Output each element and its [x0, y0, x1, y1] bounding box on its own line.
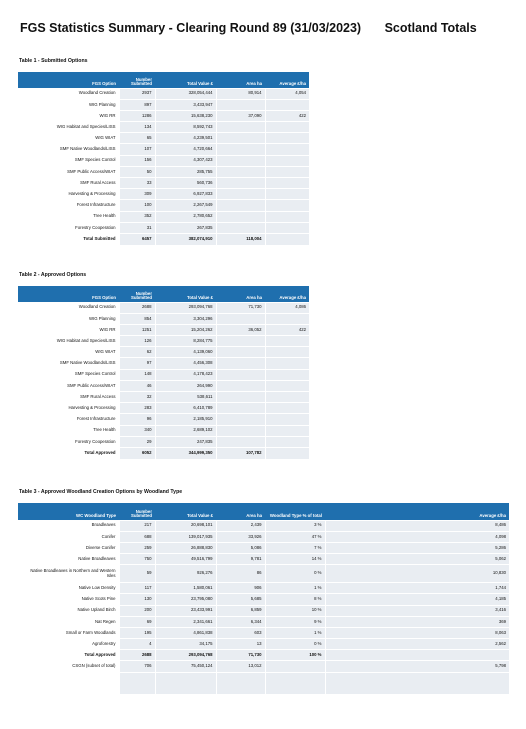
table-cell: 134: [119, 122, 155, 133]
row-label: Nat Regen: [18, 616, 119, 627]
table-cell: 4,307,423: [155, 155, 216, 166]
table-cell: 7 %: [265, 542, 325, 553]
table-cell: 23,795,080: [155, 594, 216, 605]
column-header: Area ha: [216, 503, 265, 520]
table-cell: 293,094,768: [155, 302, 216, 313]
row-label: Forestry Cooperation: [18, 222, 119, 233]
table-cell: 5,062: [325, 554, 509, 565]
table-cell: 4,139,060: [155, 347, 216, 358]
table-cell: 130: [119, 594, 155, 605]
table-cell: [265, 178, 309, 189]
table-cell: 10 %: [265, 605, 325, 616]
report-title: FGS Statistics Summary - Clearing Round 89 (31/03/2023): [20, 21, 362, 35]
table-cell: 80,914: [216, 88, 265, 99]
table-cell: 750: [119, 554, 155, 565]
blank-cell: [325, 672, 509, 694]
row-label: SMF Public Access/WIAT: [18, 166, 119, 177]
table-row: [18, 211, 309, 222]
table-cell: 4,054: [265, 88, 309, 99]
table-cell: 2,562: [325, 639, 509, 650]
table-cell: 854: [119, 313, 155, 324]
row-label: Native Broadleaves in Northern and Western Isles: [18, 565, 119, 583]
table-cell: 49,516,799: [155, 554, 216, 565]
table-cell: 148: [119, 369, 155, 380]
table-cell: [216, 347, 265, 358]
table-cell: [265, 447, 309, 458]
row-label: Forest Infrastructure: [18, 200, 119, 211]
table-cell: [265, 392, 309, 403]
row-label: SMF Rural Access: [18, 392, 119, 403]
table-row: [18, 200, 309, 211]
table-row: [18, 531, 509, 542]
table-cell: 0 %: [265, 639, 325, 650]
blank-cell: [265, 672, 325, 694]
table-cell: 4,239,501: [155, 133, 216, 144]
row-label: Harvesting & Processing: [18, 403, 119, 414]
table-cell: [265, 166, 309, 177]
column-header: Average £/ha: [265, 72, 309, 88]
row-label: WIG Planning: [18, 99, 119, 110]
table-cell: 36,052: [216, 324, 265, 335]
table-row: [18, 336, 309, 347]
table-row: [18, 144, 309, 155]
table-cell: 4,086: [265, 302, 309, 313]
table-cell: 200: [119, 605, 155, 616]
column-header: Average £/ha: [325, 503, 509, 520]
table-row: [18, 99, 309, 110]
table-cell: 156: [119, 155, 155, 166]
table-cell: [216, 414, 265, 425]
row-label: Tree Health: [18, 425, 119, 436]
table-row: [18, 324, 309, 335]
table-cell: 96: [119, 414, 155, 425]
column-header: Total Value £: [155, 286, 216, 302]
table-cell: 3 %: [265, 520, 325, 531]
table-cell: 1,580,061: [155, 583, 216, 594]
table-cell: 6052: [119, 447, 155, 458]
table-cell: 5,086: [216, 542, 265, 553]
table-cell: [265, 189, 309, 200]
table-cell: 71,730: [216, 650, 265, 661]
table-cell: 50: [119, 166, 155, 177]
table-row: [18, 313, 309, 324]
table-cell: [265, 144, 309, 155]
table-cell: 75,450,124: [155, 661, 216, 672]
row-label: Harvesting & Processing: [18, 189, 119, 200]
table-cell: 59: [119, 565, 155, 583]
table-row: [18, 594, 509, 605]
table-cell: 9,781: [216, 554, 265, 565]
woodland-type-table: [18, 503, 509, 694]
row-label: Native Scots Pine: [18, 594, 119, 605]
table-row: [18, 414, 309, 425]
table-cell: 3,416: [325, 605, 509, 616]
table-cell: 8 %: [265, 594, 325, 605]
table-cell: 217: [119, 520, 155, 531]
table-cell: 3,433,947: [155, 99, 216, 110]
blank-row: [18, 672, 509, 694]
table-row: [18, 583, 509, 594]
table-cell: [265, 661, 325, 672]
row-label: Agroforestry: [18, 639, 119, 650]
table-cell: 1286: [119, 110, 155, 121]
table-cell: [216, 336, 265, 347]
table-cell: 4,185: [325, 594, 509, 605]
table-cell: 4,098: [325, 531, 509, 542]
table-cell: [265, 133, 309, 144]
table-cell: 603: [216, 627, 265, 638]
table-cell: [216, 436, 265, 447]
table-cell: [265, 122, 309, 133]
table-cell: 897: [119, 99, 155, 110]
table-cell: 47 %: [265, 531, 325, 542]
table-cell: [216, 122, 265, 133]
table-cell: 369: [325, 616, 509, 627]
table-cell: 4,861,838: [155, 627, 216, 638]
row-label: WIG Planning: [18, 313, 119, 324]
row-label: SMF Rural Access: [18, 178, 119, 189]
table-row: [18, 392, 309, 403]
table-cell: [216, 369, 265, 380]
table-cell: [216, 133, 265, 144]
table-cell: 9 %: [265, 616, 325, 627]
table-row: [18, 222, 309, 233]
table-row: [18, 88, 309, 99]
table-cell: 2688: [119, 302, 155, 313]
row-label: Native Low Density: [18, 583, 119, 594]
table-row: [18, 358, 309, 369]
table-cell: 69: [119, 616, 155, 627]
table-row: [18, 380, 309, 391]
row-label: WIG RR: [18, 324, 119, 335]
table-cell: 926,276: [155, 565, 216, 583]
row-label: Conifer: [18, 531, 119, 542]
table-cell: [216, 380, 265, 391]
row-label: WIG Habitat and Species/LISS: [18, 336, 119, 347]
table2-title: Table 2 - Approved Options: [19, 272, 87, 278]
table3-title: Table 3 - Approved Woodland Creation Options by Woodland Type: [19, 489, 183, 495]
table-cell: [265, 222, 309, 233]
table-cell: 259: [119, 542, 155, 553]
table-cell: 37,090: [216, 110, 265, 121]
table-cell: [216, 144, 265, 155]
row-label: CSGN (subset of total): [18, 661, 119, 672]
table-cell: [216, 200, 265, 211]
table-row: [18, 565, 509, 583]
column-header: FGS Option: [18, 286, 119, 302]
table-cell: 97: [119, 358, 155, 369]
table-row: [18, 542, 509, 553]
table-cell: 382,074,910: [155, 233, 216, 244]
blank-cell: [216, 672, 265, 694]
table-cell: 4: [119, 639, 155, 650]
row-label: SMF Species Control: [18, 155, 119, 166]
column-header: Total Value £: [155, 72, 216, 88]
table-cell: 6,410,789: [155, 403, 216, 414]
table-row: [18, 425, 309, 436]
table-cell: [265, 313, 309, 324]
table-row: [18, 302, 309, 313]
table-cell: 2,439: [216, 520, 265, 531]
table-cell: [216, 178, 265, 189]
table-cell: 100: [119, 200, 155, 211]
table-cell: 117: [119, 583, 155, 594]
table-cell: [265, 336, 309, 347]
table-cell: 15,204,262: [155, 324, 216, 335]
table-cell: [216, 222, 265, 233]
table-cell: 31: [119, 222, 155, 233]
row-label: SMF Native Woodlands/LISS: [18, 358, 119, 369]
region-title: Scotland Totals: [384, 21, 477, 35]
table-cell: 14 %: [265, 554, 325, 565]
table-row: [18, 347, 309, 358]
table-row: [18, 369, 309, 380]
table-cell: [216, 155, 265, 166]
table-cell: 3,304,296: [155, 313, 216, 324]
table-cell: 247,835: [155, 436, 216, 447]
table-cell: [265, 436, 309, 447]
table-cell: 62: [119, 347, 155, 358]
table-cell: 20,698,101: [155, 520, 216, 531]
column-header: Area ha: [216, 286, 265, 302]
table-cell: 13: [216, 639, 265, 650]
table-cell: 285,755: [155, 166, 216, 177]
row-label: Total Approved: [18, 447, 119, 458]
table-cell: 2,341,661: [155, 616, 216, 627]
column-header: Total Value £: [155, 503, 216, 520]
table-cell: 107,782: [216, 447, 265, 458]
table-cell: 538,611: [155, 392, 216, 403]
table-cell: [265, 369, 309, 380]
table-cell: 2,780,652: [155, 211, 216, 222]
table-cell: 118,004: [216, 233, 265, 244]
table-cell: 6457: [119, 233, 155, 244]
table-cell: [325, 650, 509, 661]
column-header: Area ha: [216, 72, 265, 88]
row-label: Forestry Cooperation: [18, 436, 119, 447]
row-label: Broadleaves: [18, 520, 119, 531]
row-label: SMF Native Woodlands/LISS: [18, 144, 119, 155]
row-label: SMF Public Access/WIAT: [18, 380, 119, 391]
table-cell: 352: [119, 211, 155, 222]
table-cell: 422: [265, 324, 309, 335]
total-row: [18, 233, 309, 244]
table-cell: [216, 99, 265, 110]
column-header: Number Submitted: [119, 503, 155, 520]
table-cell: 8,592,743: [155, 122, 216, 133]
table-cell: 1 %: [265, 627, 325, 638]
table-cell: 283: [119, 403, 155, 414]
table-cell: [265, 425, 309, 436]
row-label: Small or Farm Woodlands: [18, 627, 119, 638]
table-row: [18, 436, 309, 447]
table-cell: 6,927,833: [155, 189, 216, 200]
table-row: [18, 554, 509, 565]
table-cell: 32: [119, 392, 155, 403]
table-cell: [265, 211, 309, 222]
table-cell: [216, 211, 265, 222]
table-row: [18, 189, 309, 200]
table-row: [18, 155, 309, 166]
table-cell: [216, 166, 265, 177]
table-cell: [216, 425, 265, 436]
table-cell: 6,859: [216, 605, 265, 616]
table-cell: [216, 313, 265, 324]
row-label: SMF Species Control: [18, 369, 119, 380]
table-cell: 8,063: [325, 627, 509, 638]
table-cell: [216, 392, 265, 403]
table-cell: [265, 155, 309, 166]
table-cell: 2,689,102: [155, 425, 216, 436]
row-label: Forest Infrastructure: [18, 414, 119, 425]
table-cell: 107: [119, 144, 155, 155]
table-cell: [216, 189, 265, 200]
table-cell: 688: [119, 531, 155, 542]
row-label: WIG WIAT: [18, 347, 119, 358]
total-row: [18, 447, 309, 458]
table-cell: 422: [265, 110, 309, 121]
table-row: [18, 661, 509, 672]
approved-options-table: [18, 286, 309, 459]
table-row: [18, 520, 509, 531]
table-cell: 5,798: [325, 661, 509, 672]
row-label: Tree Health: [18, 211, 119, 222]
table-cell: 344,999,350: [155, 447, 216, 458]
table-cell: 86: [216, 565, 265, 583]
table-cell: [265, 99, 309, 110]
table-cell: 139,017,935: [155, 531, 216, 542]
table-cell: 328,054,444: [155, 88, 216, 99]
row-label: Native Broadleaves: [18, 554, 119, 565]
table-cell: 560,736: [155, 178, 216, 189]
table-cell: 1,744: [325, 583, 509, 594]
blank-cell: [119, 672, 155, 694]
table-row: [18, 133, 309, 144]
table-cell: 706: [119, 661, 155, 672]
table-cell: 2688: [119, 650, 155, 661]
column-header: FGS Option: [18, 72, 119, 88]
row-label: WIG WIAT: [18, 133, 119, 144]
column-header: Average £/ha: [265, 286, 309, 302]
row-label: Diverse Conifer: [18, 542, 119, 553]
table-cell: [216, 358, 265, 369]
table-cell: 309: [119, 189, 155, 200]
column-header: WC Woodland Type: [18, 503, 119, 520]
table-row: [18, 122, 309, 133]
table-cell: 46: [119, 380, 155, 391]
table-cell: [265, 347, 309, 358]
table-row: [18, 639, 509, 650]
row-label: Woodland Creation: [18, 88, 119, 99]
table-cell: 4,178,423: [155, 369, 216, 380]
row-label: WIG RR: [18, 110, 119, 121]
row-label: WIG Habitat and Species/LISS: [18, 122, 119, 133]
table-cell: 13,012: [216, 661, 265, 672]
table-cell: 5,286: [325, 542, 509, 553]
table-cell: 15,638,230: [155, 110, 216, 121]
page-title: [20, 21, 477, 35]
table-cell: 267,835: [155, 222, 216, 233]
table-cell: 5,685: [216, 594, 265, 605]
table-cell: 293,094,768: [155, 650, 216, 661]
table-cell: [265, 233, 309, 244]
table-cell: 6,344: [216, 616, 265, 627]
table-row: [18, 166, 309, 177]
table-cell: 1 %: [265, 583, 325, 594]
table-cell: 0 %: [265, 565, 325, 583]
blank-cell: [18, 672, 119, 694]
table-cell: [265, 403, 309, 414]
table-cell: 71,730: [216, 302, 265, 313]
table-row: [18, 616, 509, 627]
table-cell: 340: [119, 425, 155, 436]
table-cell: 126: [119, 336, 155, 347]
table-cell: [265, 200, 309, 211]
table-cell: 8,486: [325, 520, 509, 531]
table-cell: 100 %: [265, 650, 325, 661]
table-row: [18, 627, 509, 638]
row-label: Total Approved: [18, 650, 119, 661]
table-cell: [265, 414, 309, 425]
table-cell: 33: [119, 178, 155, 189]
table-cell: [265, 380, 309, 391]
submitted-options-table: [18, 72, 309, 245]
table-row: [18, 110, 309, 121]
table-cell: 195: [119, 627, 155, 638]
table-cell: 10,830: [325, 565, 509, 583]
table-cell: 8,284,775: [155, 336, 216, 347]
table1-title: Table 1 - Submitted Options: [19, 58, 88, 64]
table-cell: [265, 358, 309, 369]
table-cell: 2937: [119, 88, 155, 99]
table-cell: 26,888,830: [155, 542, 216, 553]
table-cell: 1251: [119, 324, 155, 335]
table-cell: [216, 403, 265, 414]
column-header: Number Submitted: [119, 286, 155, 302]
table-cell: 34,175: [155, 639, 216, 650]
table-row: [18, 178, 309, 189]
table-cell: 23,433,991: [155, 605, 216, 616]
table-row: [18, 605, 509, 616]
row-label: Woodland Creation: [18, 302, 119, 313]
table-cell: 4,456,308: [155, 358, 216, 369]
table-cell: 2,185,910: [155, 414, 216, 425]
column-header: Number Submitted: [119, 72, 155, 88]
table-cell: 264,990: [155, 380, 216, 391]
table-cell: 4,720,664: [155, 144, 216, 155]
table-cell: 65: [119, 133, 155, 144]
table-cell: 2,267,549: [155, 200, 216, 211]
table-row: [18, 403, 309, 414]
column-header: Woodland Type % of total: [265, 503, 325, 520]
table-cell: 906: [216, 583, 265, 594]
table-cell: 29: [119, 436, 155, 447]
total-row: [18, 650, 509, 661]
blank-cell: [155, 672, 216, 694]
row-label: Total Submitted: [18, 233, 119, 244]
row-label: Native Upland Birch: [18, 605, 119, 616]
table-cell: 33,926: [216, 531, 265, 542]
